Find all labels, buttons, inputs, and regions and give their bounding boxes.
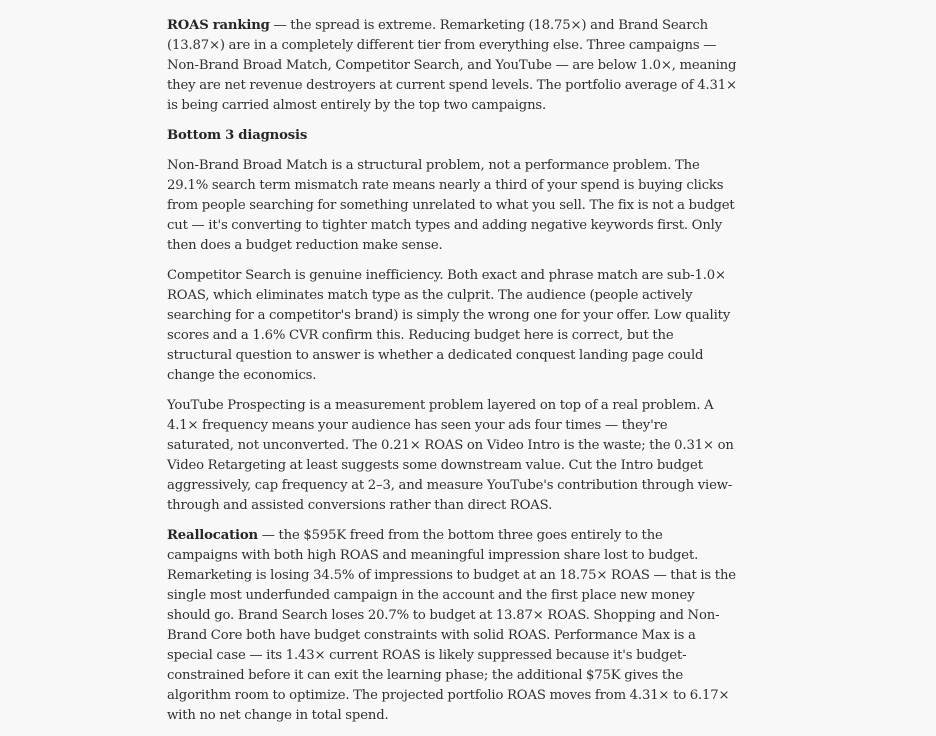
bottom3-heading: Bottom 3 diagnosis xyxy=(167,128,308,143)
reallocation-text: — the $595K freed from the bottom three goes entirely to the campaigns with both high ROAS and meaningful impression share lost to budget. Remarketing is losing 34.5% of impressions to budget at an 18.75× ROAS — that is the single most underfunded campaign in the account and the first place new money should go. Brand Search loses 20.7% to budget at 13.87× ROAS. Shopping and Non-Brand Core both have budget constraints with solid ROAS. Performance Max is a special case — its 1.43× current ROAS is likely suppressed because it's budget-constrained before it can exit the learning phase; the additional $75K gives the algorithm room to optimize. The projected portfolio ROAS moves from 4.31× to 6.17× with no net change in total spend. xyxy=(167,528,736,723)
reallocation-paragraph xyxy=(167,526,737,726)
document-body xyxy=(167,16,737,736)
roas-ranking-text: — the spread is extreme. Remarketing (18.75×) and Brand Search (13.87×) are in a completely different tier from everything else. Three campaigns — Non-Brand Broad Match, Competitor Search, and YouTube — are below 1.0×, meaning they are net revenue destroyers at current spend levels. The portfolio average of 4.31× is being carried almost entirely by the top two campaigns. xyxy=(167,18,737,113)
roas-ranking-lead: ROAS ranking xyxy=(167,18,270,33)
nonbrand-broad-paragraph: Non-Brand Broad Match is a structural problem, not a performance problem. The 29.1% search term mismatch rate means nearly a third of your spend is buying clicks from people searching for something unrelated to what you sell. The fix is not a budget cut — it's converting to tighter match types and adding negative keywords first. Only then does a budget reduction make sense. xyxy=(167,158,735,253)
reallocation-lead: Reallocation xyxy=(167,528,258,543)
roas-ranking-paragraph xyxy=(167,16,737,116)
competitor-search-paragraph: Competitor Search is genuine inefficiency. Both exact and phrase match are sub-1.0× ROAS, which eliminates match type as the culprit. The audience (people actively searching for a competitor's brand) is simply the wrong one for your offer. Low quality scores and a 1.6% CVR confirm this. Reducing budget here is correct, but the structural question to answer is whether a dedicated conquest landing page could change the economics. xyxy=(167,268,731,383)
youtube-prospecting-paragraph: YouTube Prospecting is a measurement problem layered on top of a real problem. A 4.1× frequency means your audience has seen your ads four times — they're saturated, not unconverted. The 0.21× ROAS on Video Intro is the waste; the 0.31× on Video Retargeting at least suggests some downstream value. Cut the Intro budget aggressively, cap frequency at 2–3, and measure YouTube's contribution through view-through and assisted conversions rather than direct ROAS. xyxy=(167,398,734,513)
